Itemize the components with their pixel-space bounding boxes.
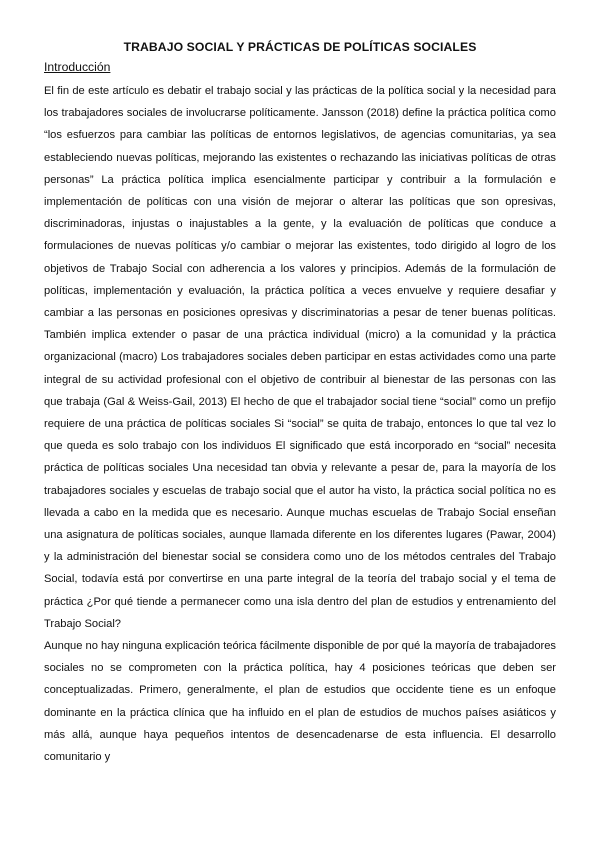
section-heading-introduccion: Introducción [44, 60, 111, 74]
document-page [44, 38, 556, 768]
document-title: TRABAJO SOCIAL Y PRÁCTICAS DE POLÍTICAS SOCIALES [123, 40, 477, 54]
paragraph-1: El fin de este artículo es debatir el trabajo social y las prácticas de la política social y la necesidad para los trabajadores sociales de involucrarse políticamente. Jansson (2018) define la práctica política como “los esfuerzos para cambiar las políticas de entornos legislativos, de agencias comunitarias, ya sea estableciendo nuevas políticas, mejorando las existentes o rechazando las iniciativas políticas de otras personas” La práctica política implica esencialmente participar y contribuir a la formulación e implementación de políticas con una visión de mejorar o alterar las políticas que son opresivas, discriminadoras, injustas o inajustables a la gente, y la evaluación de políticas que conduce a formulaciones de nuevas políticas y/o cambiar o mejorar las existentes, todo dirigido al logro de los objetivos de Trabajo Social con adherencia a los valores y principios. Además de la formulación de políticas, implementación y evaluación, la práctica política a veces envuelve y requiere desafiar y cambiar a las personas en posiciones opresivas y discriminatorias a pesar de tener buenas políticas. También implica extender o pasar de una práctica individual (micro) a la comunidad y la práctica organizacional (macro) Los trabajadores sociales deben participar en estas actividades como una parte integral de su actividad profesional con el objetivo de contribuir al bienestar de las personas con las que trabaja (Gal & Weiss-Gail, 2013) El hecho de que el trabajador social tiene “social” como un prefijo requiere de una práctica de políticas sociales Si “social” se quita de trabajo, entonces lo que tal vez lo que queda es solo trabajo con los individuos El significado que está incorporado en “social” necesita práctica de políticas sociales Una necesidad tan obvia y relevante a pesar de, para la mayoría de los trabajadores sociales y escuelas de trabajo social que el autor ha visto, la práctica social política no es llevada a cabo en la medida que es necesario. Aunque muchas escuelas de Trabajo Social enseñan una asignatura de políticas sociales, aunque llamada diferente en los diferentes lugares (Pawar, 2004) y la administración del bienestar social se considera como uno de los métodos centrales del Trabajo Social, todavía está por convertirse en una parte integral de la teoría del trabajo social y el tema de práctica ¿Por qué tiende a permanecer como una isla dentro del plan de estudios y entrenamiento del Trabajo Social? [44, 85, 556, 630]
paragraph-2: Aunque no hay ninguna explicación teórica fácilmente disponible de por qué la mayoría de trabajadores sociales no se comprometen con la práctica política, hay 4 posiciones teóricas que deben ser conceptualizadas. Primero, generalmente, el plan de estudios que occidente tiene es un enfoque dominante en la práctica clínica que ha influido en el plan de estudios de muchos países asiáticos y más allá, aunque haya pequeños intentos de desencadenarse de esta influencia. El desarrollo comunitario y [44, 640, 556, 764]
body-text [44, 80, 556, 768]
